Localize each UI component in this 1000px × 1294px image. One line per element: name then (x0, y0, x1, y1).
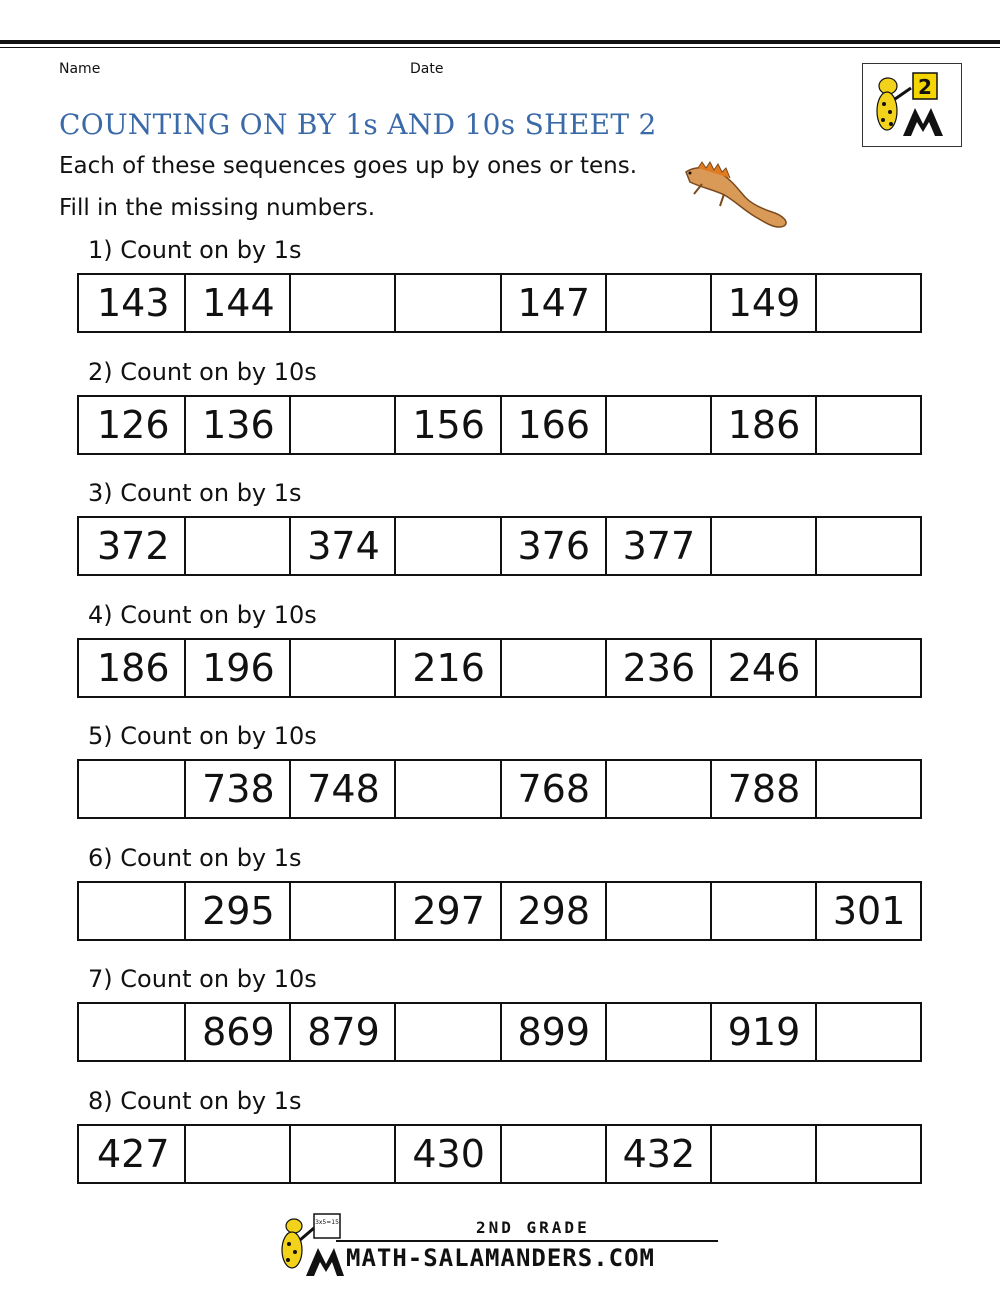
problem-label: 7) Count on by 10s (88, 965, 317, 993)
sequence-cell (500, 1126, 605, 1182)
sequence-cell: 186 (97, 645, 170, 690)
sequence-cell: 301 (815, 883, 920, 939)
sequence-cell: 144 (184, 275, 289, 331)
number-sequence-row (77, 759, 922, 819)
sequence-cell (184, 518, 289, 574)
problem-2 (77, 358, 922, 480)
sequence-cell (605, 397, 710, 453)
number-sequence-row (77, 395, 922, 455)
instruction-line-1: Each of these sequences goes up by ones or tens. (59, 153, 638, 179)
sequence-cell (815, 1004, 920, 1060)
footer-divider (336, 1240, 718, 1242)
leopard-logo-icon (863, 64, 961, 146)
sequence-cell (605, 275, 710, 331)
sequence-cell: 156 (394, 397, 499, 453)
problem-label: 2) Count on by 10s (88, 357, 317, 386)
sequence-cell: 149 (710, 275, 815, 331)
sequence-cell: 166 (500, 397, 605, 453)
sequence-cell: 298 (500, 883, 605, 939)
sequence-cell (815, 640, 920, 696)
problem-1 (77, 236, 922, 358)
problem-4 (77, 601, 922, 723)
sequence-cell: 295 (184, 883, 289, 939)
sequence-cell (815, 275, 920, 331)
sequence-cell: 738 (184, 761, 289, 817)
grade-badge-number: 2 (918, 75, 932, 99)
number-sequence-row (77, 881, 922, 941)
problem-6 (77, 844, 922, 966)
sequence-cell: 126 (97, 402, 170, 447)
sequence-cell (79, 1004, 184, 1060)
sequence-cell (289, 1126, 394, 1182)
problem-3 (77, 479, 922, 601)
sequence-cell (289, 397, 394, 453)
problem-label: 8) Count on by 1s (88, 1086, 302, 1115)
sequence-cell: 879 (289, 1004, 394, 1060)
sequence-cell: 377 (605, 518, 710, 574)
footer-leopard-icon (276, 1212, 346, 1278)
grade-logo (862, 63, 962, 147)
sequence-cell: 427 (97, 1131, 170, 1176)
problem-label: 5) Count on by 10s (88, 722, 317, 750)
salamander-icon (680, 160, 795, 235)
sequence-cell (815, 518, 920, 574)
sequence-cell: 432 (605, 1126, 710, 1182)
sequence-cell: 143 (97, 281, 170, 325)
sequence-cell (184, 1126, 289, 1182)
footer-logo (276, 1212, 726, 1278)
sequence-cell: 869 (184, 1004, 289, 1060)
sequence-cell: 430 (394, 1126, 499, 1182)
sequence-cell: 236 (605, 640, 710, 696)
sequence-cell: 372 (97, 524, 170, 568)
problem-label: 6) Count on by 1s (88, 843, 302, 872)
sequence-cell: 748 (289, 761, 394, 817)
problem-label: 3) Count on by 1s (88, 479, 302, 507)
sequence-cell (605, 761, 710, 817)
sequence-cell: 297 (394, 883, 499, 939)
top-rule (0, 40, 1000, 44)
sequence-cell: 899 (500, 1004, 605, 1060)
sequence-cell: 788 (710, 761, 815, 817)
sequence-cell (394, 518, 499, 574)
sequence-cell (79, 761, 184, 817)
sequence-cell: 216 (394, 640, 499, 696)
sequence-cell: 196 (184, 640, 289, 696)
sequence-cell (79, 883, 184, 939)
problem-label: 1) Count on by 1s (88, 236, 302, 264)
footer-grade: 2ND GRADE (476, 1218, 590, 1237)
number-sequence-row (77, 1124, 922, 1184)
sequence-cell: 147 (500, 275, 605, 331)
sequence-cell: 768 (500, 761, 605, 817)
sequence-cell: 136 (184, 397, 289, 453)
problem-label: 4) Count on by 10s (88, 600, 317, 629)
page-title: COUNTING ON BY 1s AND 10s SHEET 2 (59, 108, 657, 141)
name-label: Name (59, 61, 101, 77)
problem-7 (77, 965, 922, 1087)
footer-site: MATH-SALAMANDERS.COM (346, 1244, 655, 1272)
sequence-cell (710, 883, 815, 939)
sequence-cell: 376 (500, 518, 605, 574)
problem-5 (77, 722, 922, 844)
sequence-cell (815, 1126, 920, 1182)
sequence-cell: 246 (710, 640, 815, 696)
sequence-cell (394, 761, 499, 817)
problem-list (77, 236, 922, 1208)
number-sequence-row (77, 1002, 922, 1062)
sequence-cell (815, 761, 920, 817)
number-sequence-row (77, 516, 922, 576)
sequence-cell (605, 883, 710, 939)
date-label: Date (410, 61, 444, 77)
sequence-cell (815, 397, 920, 453)
sequence-cell (605, 1004, 710, 1060)
sequence-cell (710, 518, 815, 574)
number-sequence-row (77, 638, 922, 698)
problem-8 (77, 1087, 922, 1209)
footer-board-text: 3x5=15 (315, 1219, 339, 1226)
sequence-cell (289, 640, 394, 696)
sequence-cell: 919 (710, 1004, 815, 1060)
sequence-cell (289, 883, 394, 939)
sequence-cell: 186 (710, 397, 815, 453)
sequence-cell (500, 640, 605, 696)
top-rule-thin (0, 47, 1000, 48)
sequence-cell (710, 1126, 815, 1182)
sequence-cell (394, 275, 499, 331)
sequence-cell (289, 275, 394, 331)
sequence-cell (394, 1004, 499, 1060)
instruction-line-2: Fill in the missing numbers. (59, 195, 376, 221)
number-sequence-row (77, 273, 922, 333)
sequence-cell: 374 (289, 518, 394, 574)
